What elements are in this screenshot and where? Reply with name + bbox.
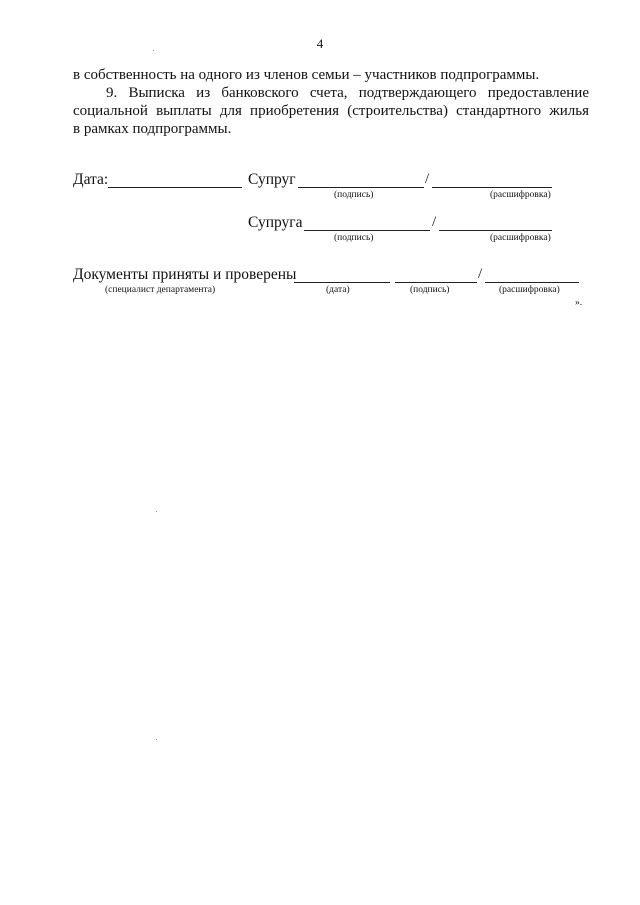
scan-speck bbox=[156, 739, 157, 740]
accepted-date-caption: (дата) bbox=[326, 285, 350, 295]
wife-signature-line[interactable] bbox=[304, 230, 430, 231]
scan-speck bbox=[156, 511, 157, 512]
accepted-signature-caption: (подпись) bbox=[410, 285, 450, 295]
specialist-caption: (специалист департамента) bbox=[105, 285, 216, 295]
date-label: Дата: bbox=[73, 171, 109, 188]
documents-accepted-label: Документы приняты и проверены bbox=[73, 266, 297, 283]
wife-slash: / bbox=[432, 214, 437, 230]
item-9-line-1: 9. Выписка из банковского счета, подтверждающего предоставление bbox=[106, 85, 589, 101]
accepted-date-line[interactable] bbox=[294, 282, 390, 283]
husband-slash: / bbox=[425, 171, 430, 187]
husband-decoding-caption: (расшифровка) bbox=[490, 190, 551, 200]
accepted-decoding-line[interactable] bbox=[485, 282, 579, 283]
scan-speck bbox=[153, 50, 154, 51]
date-field-line[interactable] bbox=[108, 187, 242, 188]
wife-decoding-line[interactable] bbox=[439, 230, 552, 231]
closing-quote: ». bbox=[575, 298, 583, 308]
wife-signature-caption: (подпись) bbox=[334, 233, 374, 243]
husband-signature-caption: (подпись) bbox=[334, 190, 374, 200]
item-9-line-2: социальной выплаты для приобретения (строительства) стандартного жилья bbox=[73, 103, 589, 119]
wife-decoding-caption: (расшифровка) bbox=[490, 233, 551, 243]
accepted-decoding-caption: (расшифровка) bbox=[499, 285, 560, 295]
husband-decoding-line[interactable] bbox=[432, 187, 552, 188]
wife-label: Супруга bbox=[248, 214, 303, 231]
husband-signature-line[interactable] bbox=[298, 187, 424, 188]
husband-label: Супруг bbox=[248, 171, 296, 188]
accepted-slash: / bbox=[478, 266, 483, 282]
text-line-ownership: в собственность на одного из членов семьи – участников подпрограммы. bbox=[73, 67, 540, 83]
accepted-signature-line[interactable] bbox=[395, 282, 477, 283]
page-number: 4 bbox=[316, 36, 324, 51]
item-9-line-3: в рамках подпрограммы. bbox=[73, 121, 232, 137]
